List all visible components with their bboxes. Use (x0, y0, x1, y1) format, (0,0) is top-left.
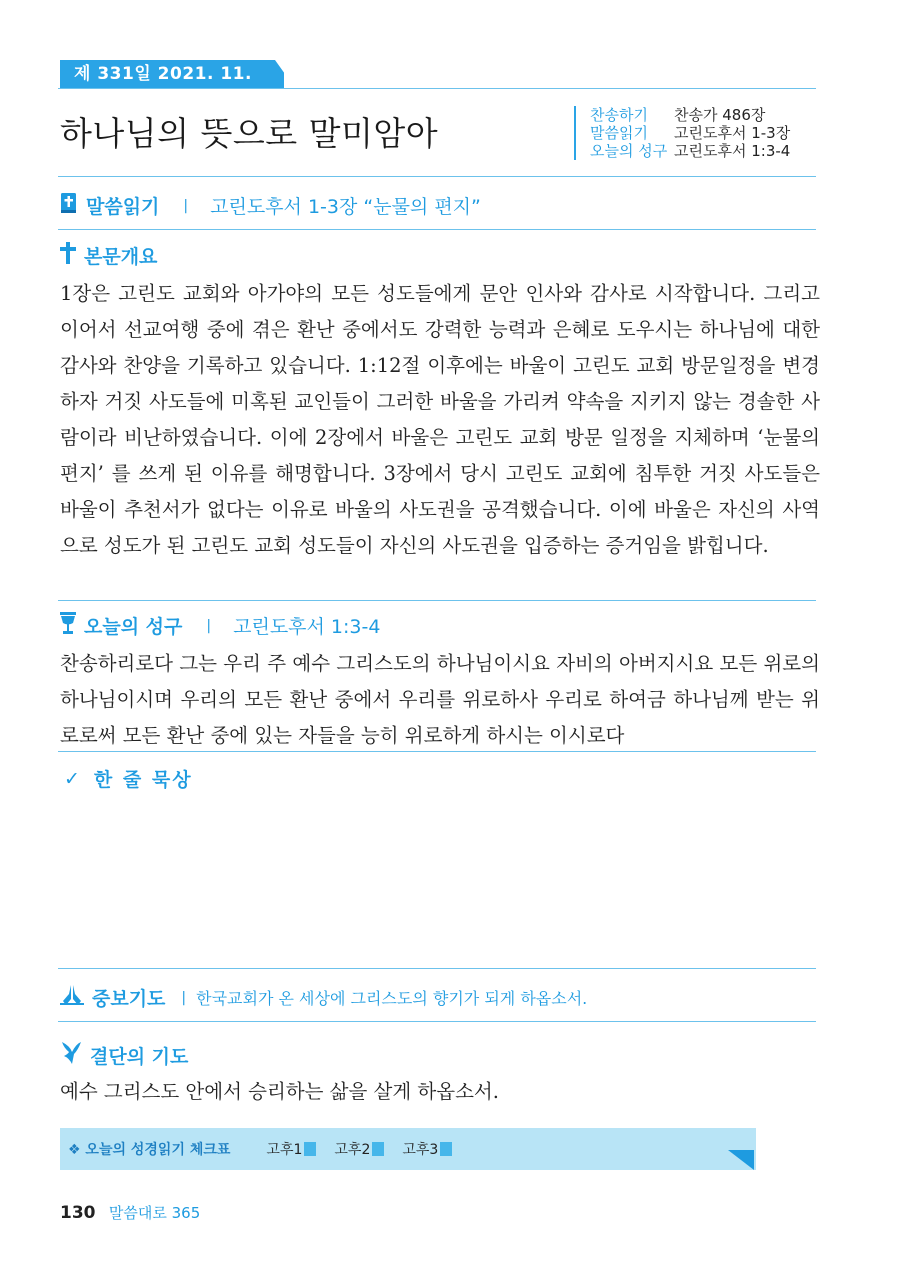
divider (58, 88, 816, 89)
checkbox[interactable] (440, 1142, 452, 1156)
reading-label: 말씀읽기 (86, 196, 160, 218)
reading-reference: 고린도후서 1-3장 “눈물의 편지” (210, 196, 481, 218)
divider (58, 229, 816, 230)
separator: | (183, 197, 189, 214)
page-number: 130 (60, 1203, 96, 1223)
divider (58, 600, 816, 601)
decision-heading (60, 1040, 188, 1071)
praying-hands-icon (60, 984, 84, 1011)
page-title: 하나님의 뜻으로 말미암아 (60, 114, 439, 153)
meta-value: 찬송가 486장 (674, 106, 766, 124)
checklist-item-label: 고후2 (334, 1142, 371, 1158)
intercession-label: 중보기도 (92, 988, 166, 1010)
reading-checklist (60, 1128, 756, 1170)
checklist-item[interactable] (402, 1139, 452, 1159)
separator: | (206, 617, 212, 634)
verse-reference: 고린도후서 1:3-4 (233, 616, 381, 638)
bible-icon (60, 192, 78, 219)
meta-row (590, 106, 790, 124)
page-footer (60, 1202, 200, 1223)
intercession-heading (60, 984, 587, 1011)
verse-label: 오늘의 성구 (84, 616, 183, 638)
separator: | (181, 989, 187, 1006)
meta-value: 고린도후서 1:3-4 (674, 142, 791, 160)
meta-key: 말씀읽기 (590, 124, 648, 142)
meditation-heading (64, 765, 193, 792)
meta-row (590, 124, 790, 142)
date-tab: 제 331일 2021. 11. 27. 토 (60, 60, 284, 88)
check-icon: ✓ (64, 767, 82, 790)
checklist-label: ❖ 오늘의 성경읽기 체크표 (68, 1142, 231, 1158)
checkbox[interactable] (372, 1142, 384, 1156)
divider (58, 176, 816, 177)
decision-text: 예수 그리스도 안에서 승리하는 삶을 살게 하옵소서. (60, 1080, 499, 1103)
decision-label: 결단의 기도 (90, 1046, 189, 1068)
verse-text: 찬송하리로다 그는 우리 주 예수 그리스도의 하나님이시요 자비의 아버지시요 모든 위로의 하나님이시며 우리의 모든 환난 중에서 우리를 위로하사 우리로 하여금 하나님께 받는 위로로써 모든 환난 중에 있는 자들을 능히 위로하게 하시는 이시로다 (60, 652, 820, 747)
checkbox[interactable] (304, 1142, 316, 1156)
divider (58, 751, 816, 752)
intercession-text: 한국교회가 온 세상에 그리스도의 향기가 되게 하옵소서. (196, 989, 588, 1008)
divider (58, 968, 816, 969)
divider (58, 1021, 816, 1022)
book-title: 말씀대로 365 (108, 1204, 201, 1222)
meditation-label: 한 줄 묵상 (93, 769, 193, 791)
checklist-item-label: 고후1 (266, 1142, 303, 1158)
overview-text: 1장은 고린도 교회와 아가야의 모든 성도들에게 문안 인사와 감사로 시작합니다. 그리고 이어서 선교여행 중에 겪은 환난 중에서도 강력한 능력과 은혜로 도우시는 하나님에 대한 감사와 찬양을 기록하고 있습니다. 1:12절 이후에는 바울이 고린도 교회 방문일정을 변경하자 거짓 사도들에 미혹된 교인들이 그러한 바울을 가리켜 약속을 지키지 않는 경솔한 사람이라 비난하였습니다. 이에 2장에서 바울은 고린도 교회 방문 일정을 지체하며 ‘눈물의 편지’ 를 쓰게 된 이유를 해명합니다. 3장에서 당시 고린도 교회에 침투한 거짓 사도들은 바울이 추천서가 없다는 이유로 바울의 사도권을 공격했습니다. 이에 바울은 자신의 사역으로 성도가 된 고린도 교회 성도들이 자신의 사도권을 입증하는 증거임을 밝힙니다. (60, 282, 820, 557)
overview-label: 본문개요 (84, 246, 158, 268)
verse-heading (60, 612, 380, 639)
meta-box (574, 106, 790, 160)
meta-value: 고린도후서 1-3장 (674, 124, 791, 142)
meta-key: 오늘의 성구 (590, 142, 668, 160)
cross-icon (60, 242, 76, 269)
dove-icon (60, 1040, 82, 1071)
checklist-item[interactable] (334, 1139, 384, 1159)
meta-key: 찬송하기 (590, 106, 648, 124)
overview-heading (60, 242, 157, 269)
checklist-item[interactable] (266, 1139, 316, 1159)
meta-row (590, 142, 790, 160)
reading-heading (60, 192, 481, 219)
checklist-item-label: 고후3 (402, 1142, 439, 1158)
corner-fold (728, 1150, 754, 1170)
chalice-icon (60, 612, 76, 639)
